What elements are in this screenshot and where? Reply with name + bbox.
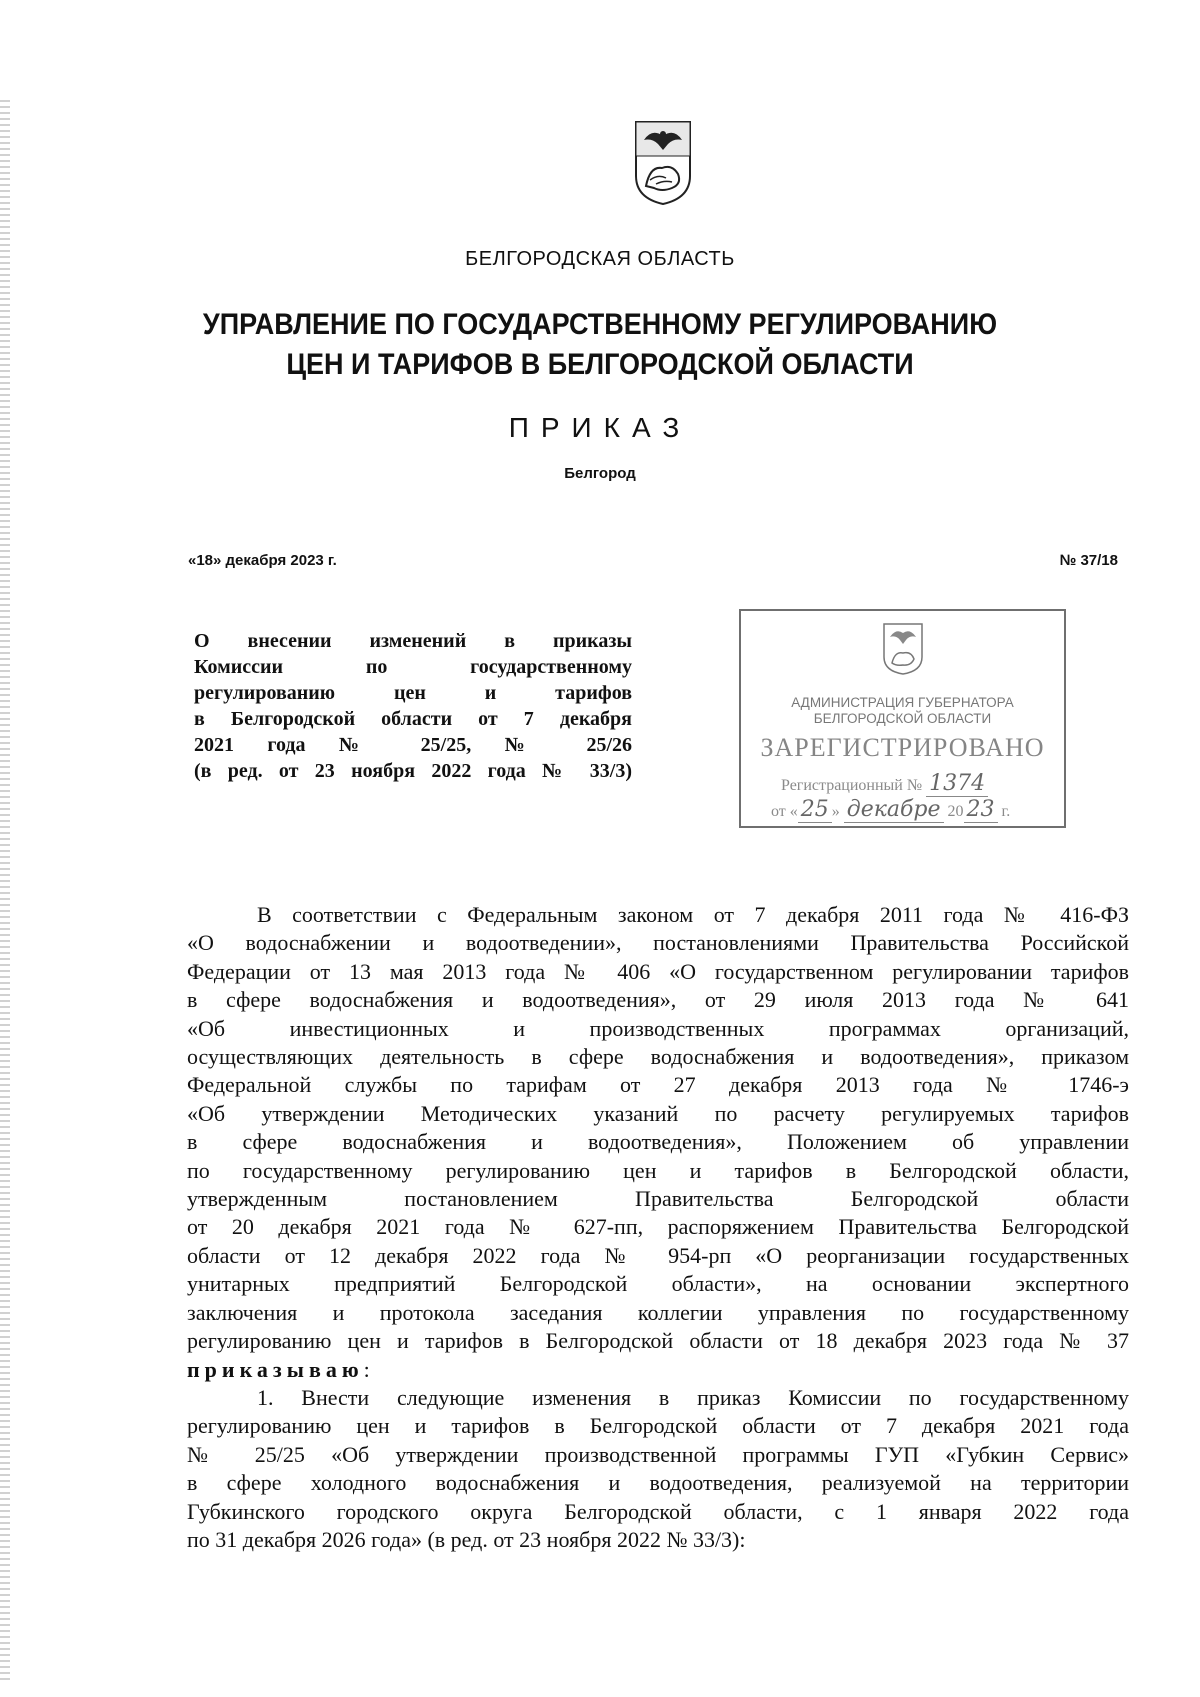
registration-stamp	[739, 609, 1066, 828]
body-line: «Об утверждении Методических указаний по расчету регулируемых тарифов	[187, 1100, 1129, 1126]
stamp-date-suffix: г.	[1001, 803, 1011, 820]
document-body	[187, 901, 1129, 1554]
region-name: БЕЛГОРОДСКАЯ ОБЛАСТЬ	[465, 248, 735, 270]
city: Белгород	[564, 465, 636, 482]
body-line: заключения и протокола заседания коллегии управления по государственному	[187, 1299, 1129, 1325]
subject-line: 2021 года № 25/25, № 25/26	[194, 734, 632, 756]
order-colon: :	[363, 1356, 370, 1382]
scan-edge-artifact	[0, 100, 10, 1680]
item1-line: 1. Внести следующие изменения в приказ Комиссии по государственному	[257, 1384, 1129, 1410]
stamp-date-month: декабре	[844, 797, 944, 823]
item1-line: в сфере холодного водоснабжения и водоотведения, реализуемой на территории	[187, 1470, 1129, 1496]
item1-line: Губкинского городского округа Белгородской области, с 1 января 2022 года	[187, 1498, 1129, 1524]
subject-line: О внесении изменений в приказы	[194, 630, 632, 652]
agency-name-line1: УПРАВЛЕНИЕ ПО ГОСУДАРСТВЕННОМУ РЕГУЛИРОВАНИЮ	[202, 308, 998, 341]
body-line: регулированию цен и тарифов в Белгородской области от 18 декабря 2023 года № 37	[187, 1328, 1129, 1354]
agency-name	[60, 305, 1140, 385]
stamp-admin-line1: АДМИНИСТРАЦИЯ ГУБЕРНАТОРА	[791, 695, 1014, 710]
stamp-reg-number: 1374	[926, 771, 988, 797]
body-line: утвержденным постановлением Правительства Белгородской области	[187, 1186, 1129, 1212]
stamp-date-year: 23	[964, 797, 998, 823]
item1-line: регулированию цен и тарифов в Белгородской области от 7 декабря 2021 года	[187, 1413, 1129, 1439]
body-line: унитарных предприятий Белгородской области», на основании экспертного	[187, 1271, 1129, 1297]
body-line: Федеральной службы по тарифам от 27 декабря 2013 года № 1746-э	[187, 1072, 1129, 1098]
stamp-administration	[741, 695, 1064, 727]
body-line: в сфере водоснабжения и водоотведения», Положением об управлении	[187, 1129, 1129, 1155]
subject-line: в Белгородской области от 7 декабря	[194, 708, 632, 730]
belgorod-coat-of-arms-icon	[632, 118, 694, 206]
body-line: «Об инвестиционных и производственных программах организаций,	[187, 1015, 1129, 1041]
subject-line: Комиссии по государственному	[194, 656, 632, 678]
stamp-date-prefix: от «	[771, 803, 798, 820]
stamp-date-year-prefix: 20	[947, 803, 964, 820]
document-date: «18» декабря 2023 г.	[188, 552, 337, 569]
agency-name-line2: ЦЕН И ТАРИФОВ В БЕЛГОРОДСКОЙ ОБЛАСТИ	[286, 348, 914, 381]
body-line: области от 12 декабря 2022 года № 954-рп «О реорганизации государственных	[187, 1242, 1129, 1268]
order-line	[187, 1356, 1129, 1384]
stamp-reg-label: Регистрационный №	[781, 777, 923, 794]
stamp-registration-number-row	[781, 771, 988, 796]
body-line: В соответствии с Федеральным законом от 7 декабря 2011 года № 416-ФЗ	[257, 902, 1129, 927]
document-subject	[194, 628, 632, 784]
body-line: Федерации от 13 мая 2013 года № 406 «О государственном регулировании тарифов	[187, 958, 1129, 984]
order-word: приказываю	[187, 1356, 364, 1382]
body-line: по государственному регулированию цен и тарифов в Белгородской области,	[187, 1157, 1129, 1183]
body-line: «О водоснабжении и водоотведении», постановлениями Правительства Российской	[187, 930, 1129, 956]
stamp-date-row	[771, 797, 1010, 822]
stamp-date-day: 25	[798, 797, 832, 823]
item1-line: по 31 декабря 2026 года» (в ред. от 23 ноября 2022 № 33/3):	[187, 1526, 746, 1552]
body-line: в сфере водоснабжения и водоотведения», от 29 июля 2013 года № 641	[187, 987, 1129, 1013]
stamp-registered-label: ЗАРЕГИСТРИРОВАНО	[760, 733, 1045, 762]
stamp-admin-line2: БЕЛГОРОДСКОЙ ОБЛАСТИ	[813, 711, 992, 726]
stamp-coat-of-arms-icon	[881, 621, 925, 675]
stamp-date-mid: »	[831, 803, 840, 820]
subject-line: регулированию цен и тарифов	[194, 682, 632, 704]
document-type: ПРИКАЗ	[508, 412, 692, 443]
document-number: № 37/18	[1059, 552, 1118, 569]
body-line: от 20 декабря 2021 года № 627-пп, распоряжением Правительства Белгородской	[187, 1214, 1129, 1240]
item1-line: № 25/25 «Об утверждении производственной программы ГУП «Губкин Сервис»	[187, 1441, 1129, 1467]
body-line: осуществляющих деятельность в сфере водоснабжения и водоотведения», приказом	[187, 1044, 1129, 1070]
subject-line: (в ред. от 23 ноября 2022 года № 33/3)	[194, 760, 632, 782]
